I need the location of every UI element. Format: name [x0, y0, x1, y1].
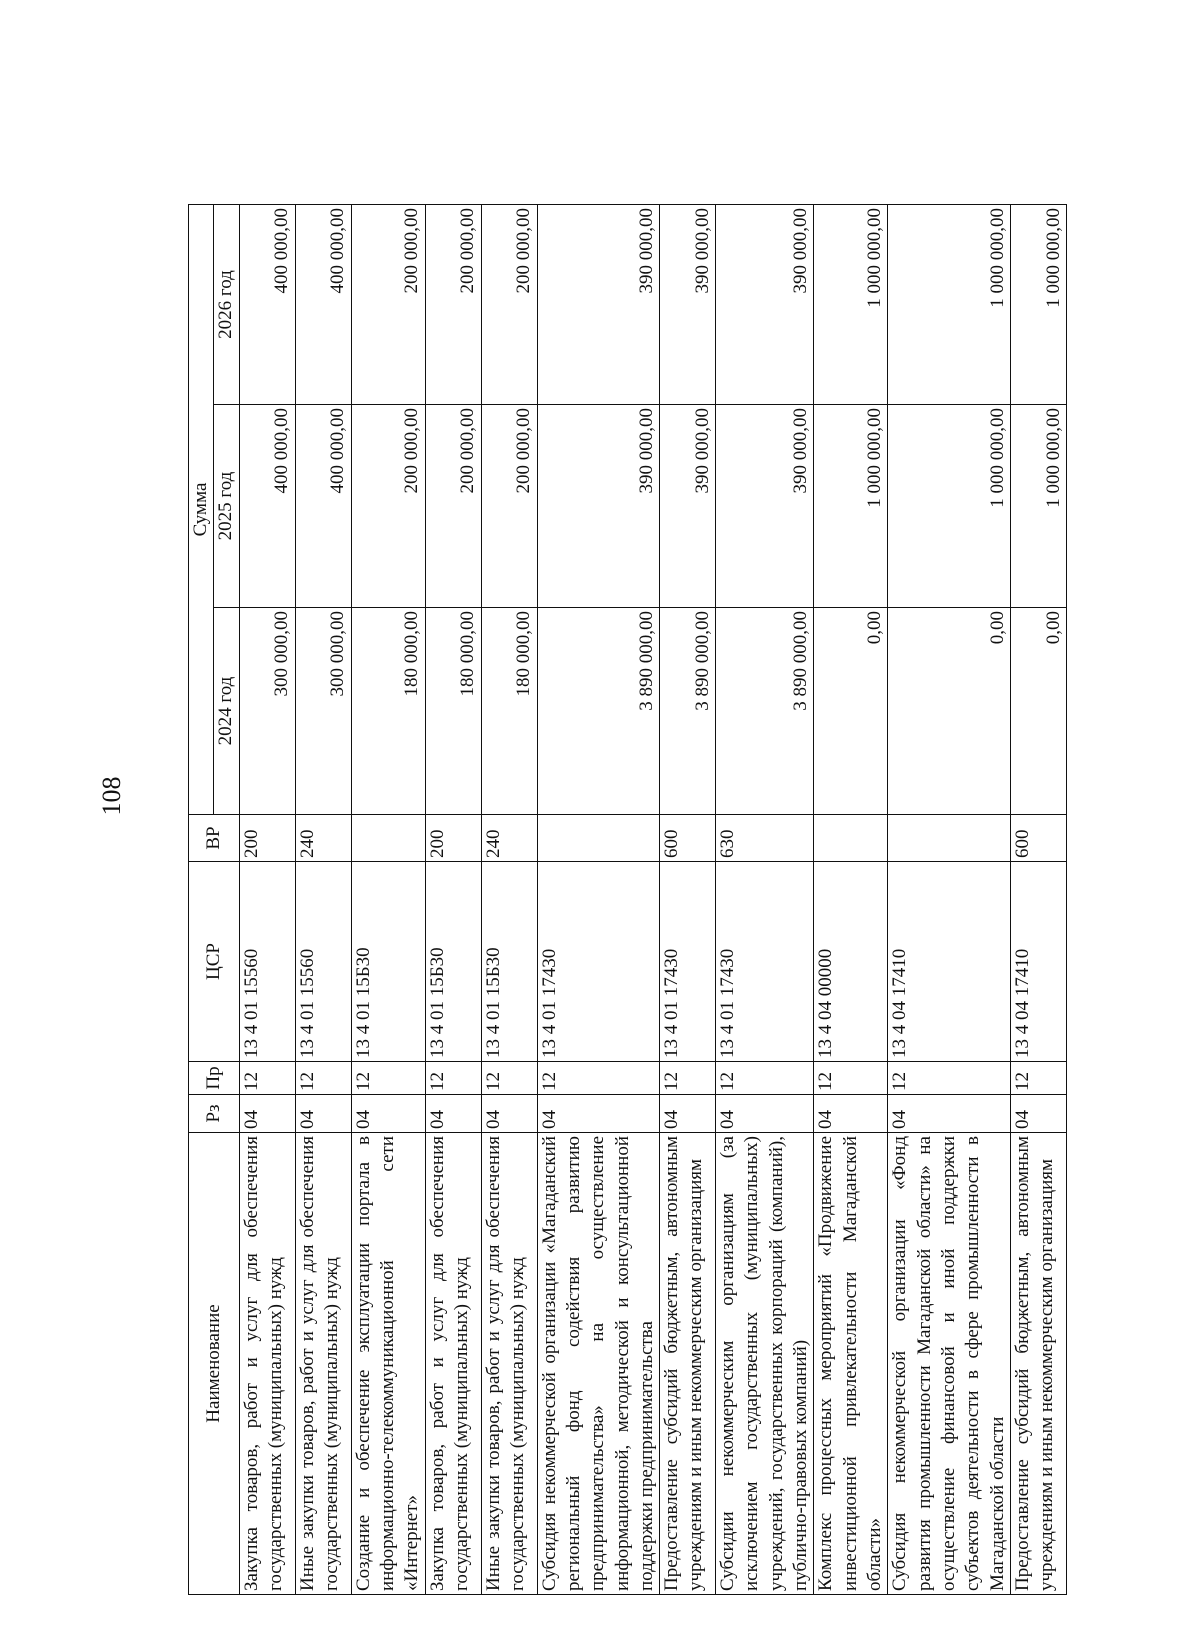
cell-vr: 600 [1010, 815, 1066, 862]
cell-pr: 12 [814, 1062, 888, 1095]
cell-rz: 04 [660, 1095, 716, 1133]
cell-2025: 390 000,00 [716, 405, 814, 608]
cell-2026: 400 000,00 [295, 204, 351, 404]
cell-2024: 300 000,00 [239, 608, 295, 815]
cell-pr: 12 [716, 1062, 814, 1095]
table-row [295, 204, 351, 1594]
table-row [537, 204, 660, 1594]
rotated-table-container [188, 205, 1064, 1595]
cell-2025: 200 000,00 [481, 405, 537, 608]
page-number: 108 [97, 776, 126, 816]
cell-2025: 1 000 000,00 [1010, 405, 1066, 608]
header-name: Наименование [189, 1133, 240, 1595]
table-row [239, 204, 295, 1594]
cell-name: Закупка товаров, работ и услуг для обеспечения государственных (муниципальных) нужд [425, 1133, 481, 1595]
cell-vr: 630 [716, 815, 814, 862]
cell-2024: 3 890 000,00 [716, 608, 814, 815]
cell-csr: 13 4 01 15560 [295, 862, 351, 1062]
cell-rz: 04 [295, 1095, 351, 1133]
cell-pr: 12 [537, 1062, 660, 1095]
cell-rz: 04 [481, 1095, 537, 1133]
table-row [716, 204, 814, 1594]
cell-2025: 1 000 000,00 [888, 405, 1011, 608]
cell-2025: 200 000,00 [351, 405, 425, 608]
header-pr: Пр [189, 1062, 240, 1095]
cell-2026: 390 000,00 [660, 204, 716, 404]
cell-vr: 600 [660, 815, 716, 862]
header-sum: Сумма [189, 204, 214, 814]
cell-name: Закупка товаров, работ и услуг для обеспечения государственных (муниципальных) нужд [239, 1133, 295, 1595]
cell-2025: 200 000,00 [425, 405, 481, 608]
table-row [351, 204, 425, 1594]
cell-csr: 13 4 04 00000 [814, 862, 888, 1062]
header-csr: ЦСР [189, 862, 240, 1062]
table-row [888, 204, 1011, 1594]
cell-2025: 390 000,00 [537, 405, 660, 608]
cell-name: Создание и обеспечение эксплуатации портала в информационно-телекоммуникационной сети «Интернет» [351, 1133, 425, 1595]
cell-2024: 180 000,00 [481, 608, 537, 815]
cell-vr [537, 815, 660, 862]
cell-rz: 04 [239, 1095, 295, 1133]
cell-2024: 0,00 [1010, 608, 1066, 815]
cell-2026: 400 000,00 [239, 204, 295, 404]
cell-vr: 240 [481, 815, 537, 862]
cell-2024: 180 000,00 [425, 608, 481, 815]
cell-2026: 200 000,00 [351, 204, 425, 404]
cell-pr: 12 [351, 1062, 425, 1095]
cell-csr: 13 4 01 15Б30 [481, 862, 537, 1062]
cell-2024: 3 890 000,00 [537, 608, 660, 815]
cell-name: Предоставление субсидий бюджетным, автономным учреждениям и иным некоммерческим организациям [1010, 1133, 1066, 1595]
cell-2024: 0,00 [888, 608, 1011, 815]
cell-csr: 13 4 01 17430 [537, 862, 660, 1062]
cell-vr: 200 [425, 815, 481, 862]
cell-pr: 12 [1010, 1062, 1066, 1095]
table-row [1010, 204, 1066, 1594]
cell-csr: 13 4 01 15Б30 [351, 862, 425, 1062]
cell-name: Комплекс процессных мероприятий «Продвижение инвестиционной привлекательности Магаданской области» [814, 1133, 888, 1595]
cell-rz: 04 [537, 1095, 660, 1133]
cell-2026: 390 000,00 [716, 204, 814, 404]
header-rz: Рз [189, 1095, 240, 1133]
cell-2026: 1 000 000,00 [1010, 204, 1066, 404]
table-row [814, 204, 888, 1594]
cell-2025: 390 000,00 [660, 405, 716, 608]
cell-name: Иные закупки товаров, работ и услуг для обеспечения государственных (муниципальных) нужд [295, 1133, 351, 1595]
header-2025: 2025 год [214, 405, 239, 608]
header-2026: 2026 год [214, 204, 239, 404]
cell-2026: 200 000,00 [425, 204, 481, 404]
cell-2026: 390 000,00 [537, 204, 660, 404]
cell-2026: 1 000 000,00 [814, 204, 888, 404]
cell-vr: 240 [295, 815, 351, 862]
cell-vr [888, 815, 1011, 862]
cell-2024: 300 000,00 [295, 608, 351, 815]
table-row [481, 204, 537, 1594]
cell-2024: 0,00 [814, 608, 888, 815]
cell-2026: 1 000 000,00 [888, 204, 1011, 404]
cell-pr: 12 [295, 1062, 351, 1095]
cell-name: Иные закупки товаров, работ и услуг для обеспечения государственных (муниципальных) нужд [481, 1133, 537, 1595]
cell-name: Предоставление субсидий бюджетным, автономным учреждениям и иным некоммерческим организациям [660, 1133, 716, 1595]
cell-rz: 04 [716, 1095, 814, 1133]
cell-pr: 12 [239, 1062, 295, 1095]
cell-name: Субсидия некоммерческой организации «Фонд развития промышленности Магаданской области» на осуществление финансовой и иной поддержки субъектов деятельности в сфере промышленности в Магаданской области [888, 1133, 1011, 1595]
cell-csr: 13 4 04 17410 [1010, 862, 1066, 1062]
cell-2025: 1 000 000,00 [814, 405, 888, 608]
cell-rz: 04 [814, 1095, 888, 1133]
cell-rz: 04 [888, 1095, 1011, 1133]
cell-name: Субсидии некоммерческим организациям (за исключением государственных (муниципальных) учреждений, государственных корпораций (компаний), публично-правовых компаний) [716, 1133, 814, 1595]
cell-rz: 04 [425, 1095, 481, 1133]
table-row [425, 204, 481, 1594]
cell-name: Субсидия некоммерческой организации «Магаданский региональный фонд содействия развитию предпринимательства» на осуществление информационной, методической и консультационной поддержки предпринимательства [537, 1133, 660, 1595]
cell-csr: 13 4 01 15560 [239, 862, 295, 1062]
cell-pr: 12 [888, 1062, 1011, 1095]
cell-csr: 13 4 04 17410 [888, 862, 1011, 1062]
cell-csr: 13 4 01 17430 [660, 862, 716, 1062]
cell-csr: 13 4 01 15Б30 [425, 862, 481, 1062]
cell-vr [351, 815, 425, 862]
cell-pr: 12 [481, 1062, 537, 1095]
cell-rz: 04 [1010, 1095, 1066, 1133]
cell-csr: 13 4 01 17430 [716, 862, 814, 1062]
table-body [239, 204, 1066, 1594]
header-2024: 2024 год [214, 608, 239, 815]
cell-2025: 400 000,00 [239, 405, 295, 608]
cell-pr: 12 [425, 1062, 481, 1095]
header-vr: ВР [189, 815, 240, 862]
cell-pr: 12 [660, 1062, 716, 1095]
table-row [660, 204, 716, 1594]
cell-vr: 200 [239, 815, 295, 862]
cell-2024: 3 890 000,00 [660, 608, 716, 815]
cell-2025: 400 000,00 [295, 405, 351, 608]
cell-rz: 04 [351, 1095, 425, 1133]
cell-2024: 180 000,00 [351, 608, 425, 815]
cell-vr [814, 815, 888, 862]
budget-table [188, 204, 1067, 1595]
cell-2026: 200 000,00 [481, 204, 537, 404]
